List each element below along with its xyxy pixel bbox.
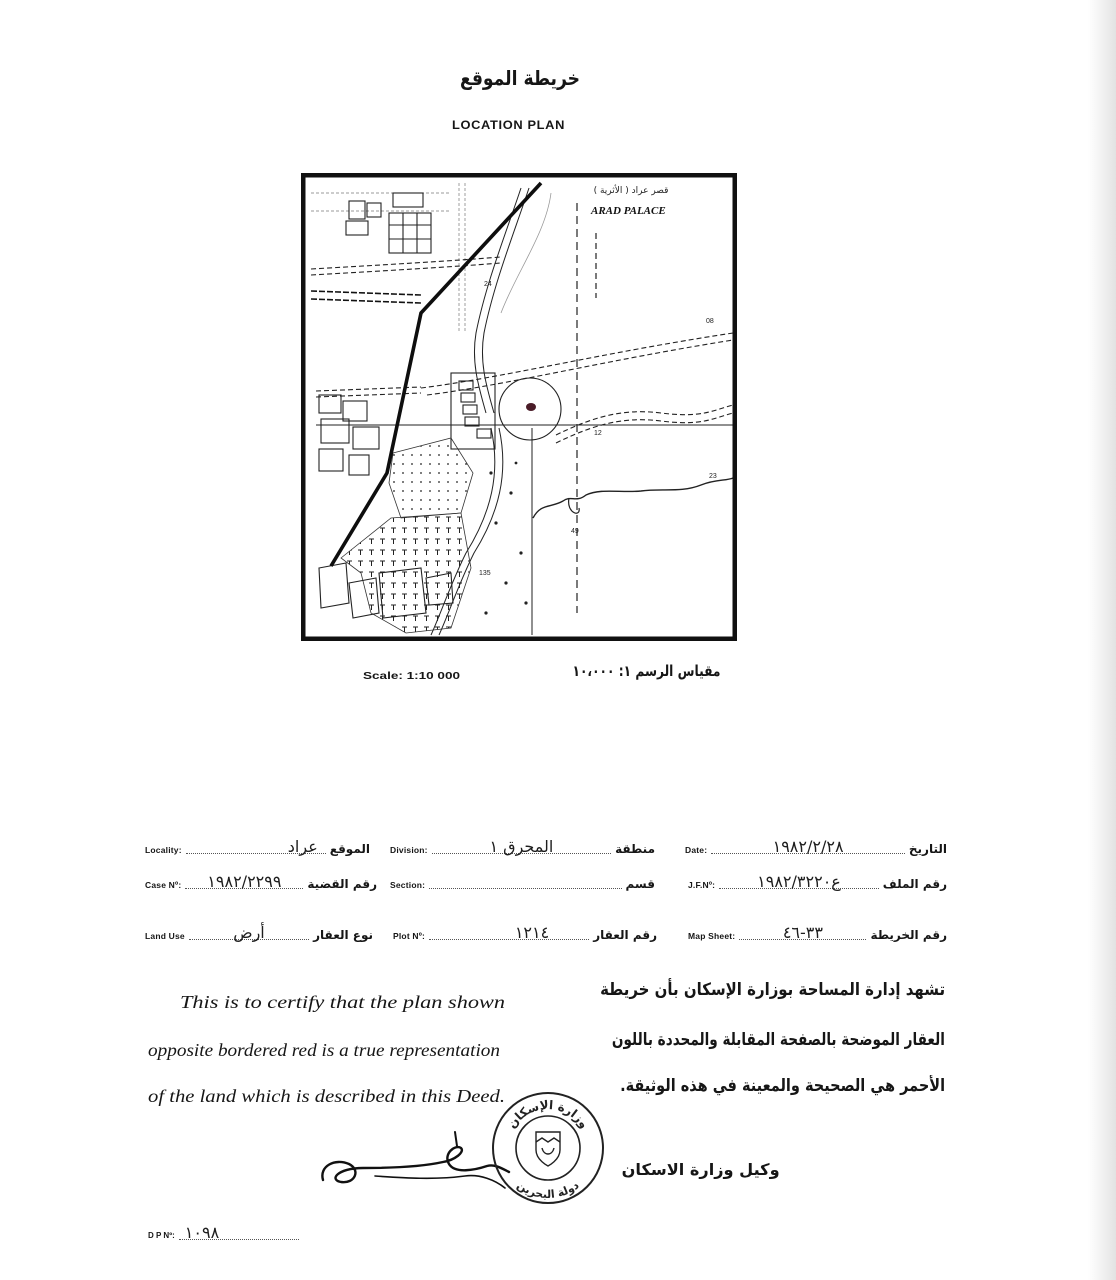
land-use-value: أرض — [233, 923, 265, 942]
seal-text-top: وزارة الإسكان — [504, 1097, 592, 1131]
land-use-dotted-line — [189, 917, 309, 940]
land-use-label: Land Use — [145, 931, 185, 941]
marked-parcel — [526, 403, 536, 411]
seal-text-bottom: دولة البحرين — [514, 1178, 582, 1202]
location-map — [301, 173, 737, 641]
file-number-dotted-line — [719, 866, 879, 889]
dp-number-value: ١٠٩٨ — [184, 1223, 220, 1242]
map-sheet-label-arabic: رقم الخريطة — [870, 928, 947, 942]
section-dotted-line — [429, 866, 621, 889]
scale-label: Scale: 1:10 000 — [363, 671, 460, 682]
section-label: Section: — [390, 880, 426, 890]
date-label: Date: — [685, 845, 708, 855]
scan-edge-shadow — [1088, 0, 1116, 1280]
map-sheet-label: Map Sheet: — [688, 931, 736, 941]
division-label-arabic: منطقة — [615, 842, 655, 856]
date-label-arabic: التاريخ — [908, 842, 947, 856]
map-label-number: 24 — [484, 281, 492, 288]
seal-inner-ring — [516, 1116, 580, 1180]
seal-emblem — [536, 1132, 560, 1166]
plot-number-label-arabic: رقم العقار — [593, 928, 657, 942]
file-number-value: ١٩٨٢/٣٢٢٠ع — [757, 872, 841, 891]
file-number-field — [688, 867, 947, 893]
page-title: LOCATION PLAN — [452, 118, 565, 132]
signatory-title: وكيل وزارة الاسكان — [622, 1160, 780, 1179]
signature-mark — [455, 1132, 457, 1146]
map-label-palace-arabic: قصر عراد ( الأثرية ) — [593, 186, 669, 196]
date-field — [685, 832, 947, 858]
scale-label-arabic: مقياس الرسم ١: ١٠،٠٠٠ — [572, 662, 720, 680]
dp-number-field — [148, 1218, 303, 1244]
case-number-field — [145, 867, 377, 893]
case-number-dotted-line — [185, 866, 303, 889]
ministry-seal — [490, 1090, 606, 1206]
certification-line-en: This is to certify that the plan shown — [180, 992, 505, 1012]
file-number-label-arabic: رقم الملف — [882, 877, 947, 891]
map-label-number: 08 — [706, 318, 714, 325]
dp-number-label: D P Nº: — [148, 1231, 175, 1240]
division-value: المحرق ١ — [489, 837, 554, 856]
case-number-value: ١٩٨٢/٢٢٩٩ — [207, 872, 282, 891]
plot-number-value: ١٢١٤ — [514, 923, 550, 942]
section-label-arabic: قسم — [625, 877, 655, 891]
signature-underline — [375, 1176, 505, 1188]
certification-line-en: opposite bordered red is a true representation — [148, 1040, 500, 1060]
locality-value: عراد — [287, 837, 318, 856]
map-sheet-field — [688, 918, 947, 944]
locality-label: Locality: — [145, 845, 182, 855]
certification-line-en: of the land which is described in this Deed. — [148, 1086, 505, 1106]
certification-line-ar: الأحمر هي الصحيحة والمعينة في هذه الوثيقة. — [620, 1076, 945, 1096]
file-number-label: J.F.Nº: — [688, 880, 716, 890]
certification-line-ar: العقار الموضحة بالصفحة المقابلة والمحددة باللون — [612, 1030, 945, 1050]
case-number-label-arabic: رقم القضية — [307, 877, 377, 891]
locality-dotted-line — [186, 831, 326, 854]
map-label-number: 135 — [479, 570, 491, 577]
land-use-label-arabic: نوع العقار — [313, 928, 373, 942]
case-number-label: Case Nº: — [145, 880, 182, 890]
map-label-number: 49 — [571, 528, 579, 535]
section-field — [390, 867, 655, 893]
division-dotted-line — [432, 831, 611, 854]
map-sheet-dotted-line — [739, 917, 866, 940]
page-title-arabic: خريطة الموقع — [460, 66, 580, 90]
date-dotted-line — [711, 831, 905, 854]
locality-label-arabic: الموقع — [329, 842, 370, 856]
map-label-palace: ARAD PALACE — [591, 205, 666, 217]
map-label-number: 12 — [594, 430, 602, 437]
plot-number-dotted-line — [429, 917, 589, 940]
signature — [315, 1118, 515, 1208]
certification-line-ar: تشهد إدارة المساحة بوزارة الإسكان بأن خريطة — [600, 980, 945, 1000]
map-label-number: 23 — [709, 473, 717, 480]
locality-field — [145, 832, 370, 858]
division-label: Division: — [390, 845, 428, 855]
dp-number-dotted-line — [179, 1217, 299, 1240]
plot-number-label: Plot Nº: — [393, 931, 426, 941]
date-value: ١٩٨٢/٢/٢٨ — [772, 837, 844, 856]
division-field — [390, 832, 655, 858]
map-sheet-value: ٤٦-٣٣ — [782, 923, 823, 942]
plot-number-field — [393, 918, 657, 944]
land-use-field — [145, 918, 373, 944]
